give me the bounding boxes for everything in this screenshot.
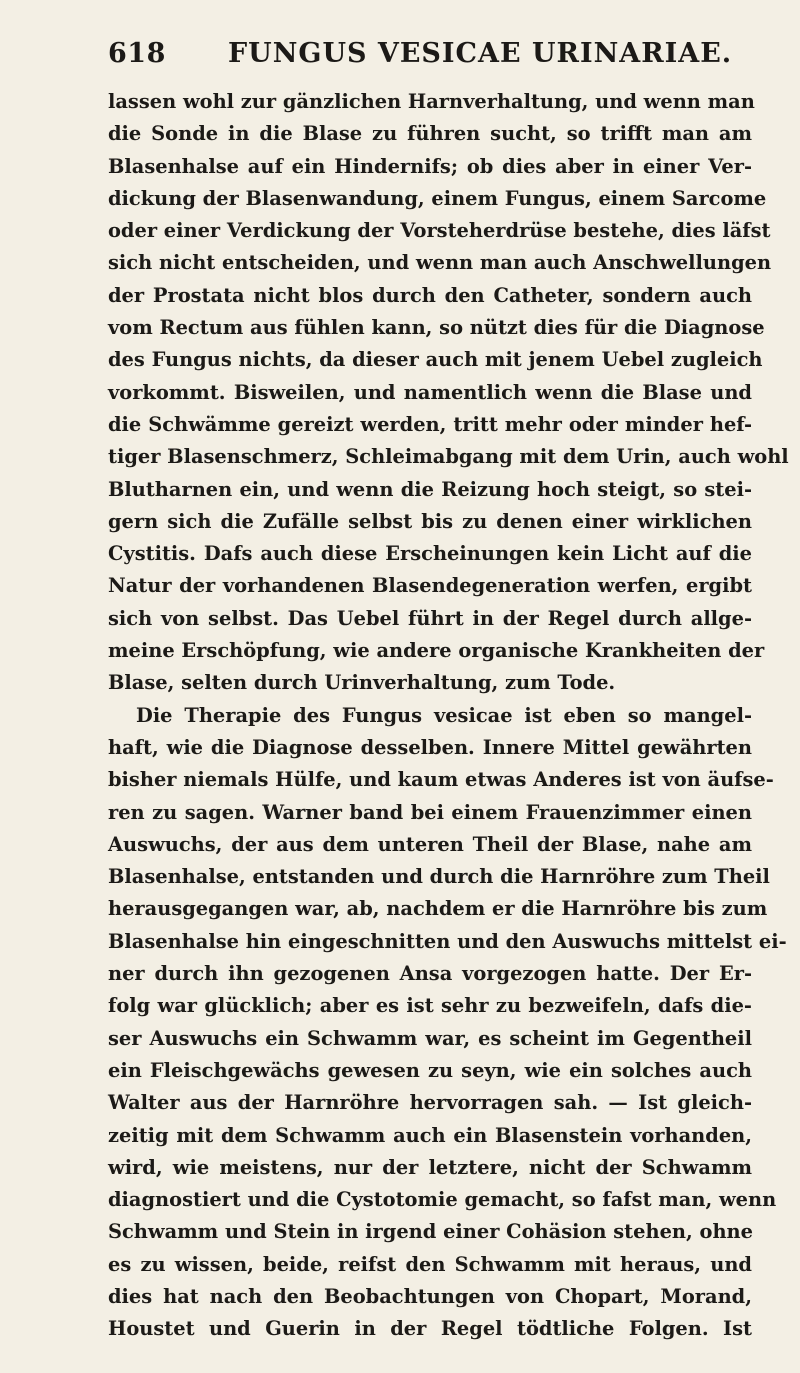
text-line: vom Rectum aus fühlen kann, so nützt dies für die Diagnose [108, 316, 765, 340]
text-line: Houstet und Guerin in der Regel tödtliche Folgen. Ist [108, 1317, 752, 1341]
text-line: folg war glücklich; aber es ist sehr zu bezweifeln, dafs die- [108, 994, 752, 1018]
text-line: ein Fleischgewächs gewesen zu seyn, wie ein solches auch [108, 1058, 752, 1082]
text-line: haft, wie die Diagnose desselben. Innere Mittel gewährten [108, 735, 752, 759]
text-line: tiger Blasenschmerz, Schleimabgang mit dem Urin, auch wohl [108, 445, 789, 469]
running-title: FUNGUS VESICAE URINARIAE. [228, 38, 733, 69]
text-line: Blasenhalse, entstanden und durch die Harnröhre zum Theil [108, 865, 770, 889]
text-line: bisher niemals Hülfe, und kaum etwas Anderes ist von äufse- [108, 768, 774, 792]
text-line: Blasenhalse auf ein Hindernifs; ob dies aber in einer Ver- [108, 154, 752, 178]
text-line: herausgegangen war, ab, nachdem er die Harnröhre bis zum [108, 897, 768, 921]
text-line: Auswuchs, der aus dem unteren Theil der Blase, nahe am [108, 832, 752, 856]
text-line: sich nicht entscheiden, und wenn man auch Anschwellungen [108, 251, 772, 275]
text-line: dies hat nach den Beobachtungen von Chopart, Morand, [108, 1284, 752, 1308]
text-line: zeitig mit dem Schwamm auch ein Blasenstein vorhanden, [108, 1123, 752, 1147]
text-line: meine Erschöpfung, wie andere organische Krankheiten der [108, 639, 765, 663]
text-line: Blasenhalse hin eingeschnitten und den Auswuchs mittelst ei- [108, 929, 787, 953]
text-line: ner durch ihn gezogenen Ansa vorgezogen hatte. Der Er- [108, 962, 752, 986]
text-line: lassen wohl zur gänzlichen Harnverhaltung, und wenn man [108, 90, 755, 113]
text-line: oder einer Verdickung der Vorsteherdrüse bestehe, dies läfst [108, 219, 771, 243]
text-line: die Schwämme gereizt werden, tritt mehr oder minder hef- [108, 412, 752, 436]
text-line: Natur der vorhandenen Blasendegeneration werfen, ergibt [108, 574, 752, 598]
text-line: dickung der Blasenwandung, einem Fungus, einem Sarcome [108, 186, 767, 210]
text-line: der Prostata nicht blos durch den Catheter, sondern auch [108, 283, 752, 307]
text-line: es zu wissen, beide, reifst den Schwamm mit heraus, und [108, 1252, 752, 1276]
text-line: ser Auswuchs ein Schwamm war, es scheint im Gegentheil [108, 1026, 752, 1050]
text-line: diagnostiert und die Cystotomie gemacht, so fafst man, wenn [108, 1188, 777, 1212]
text-line: wird, wie meistens, nur der letztere, nicht der Schwamm [108, 1155, 752, 1179]
text-line: gern sich die Zufälle selbst bis zu denen einer wirklichen [108, 509, 752, 533]
text-line: Schwamm und Stein in irgend einer Cohäsion stehen, ohne [108, 1220, 753, 1244]
text-line: vorkommt. Bisweilen, und namentlich wenn die Blase und [108, 380, 752, 404]
page-header [108, 38, 748, 74]
text-line: Die Therapie des Fungus vesicae ist eben so mangel- [136, 703, 752, 727]
text-line: Blutharnen ein, und wenn die Reizung hoch steigt, so stei- [108, 477, 752, 501]
text-line: Blase, selten durch Urinverhaltung, zum Tode. [108, 671, 616, 695]
text-line: Walter aus der Harnröhre hervorragen sah. — Ist gleich- [108, 1091, 752, 1115]
page-number: 618 [108, 38, 166, 69]
text-line: sich von selbst. Das Uebel führt in der Regel durch allge- [108, 606, 752, 630]
text-line: Cystitis. Dafs auch diese Erscheinungen kein Licht auf die [108, 542, 752, 566]
text-line: die Sonde in die Blase zu führen sucht, so trifft man am [108, 122, 752, 146]
text-line: des Fungus nichts, da dieser auch mit jenem Uebel zugleich [108, 348, 763, 372]
text-line: ren zu sagen. Warner band bei einem Frauenzimmer einen [108, 800, 752, 824]
body-text [108, 86, 789, 1346]
